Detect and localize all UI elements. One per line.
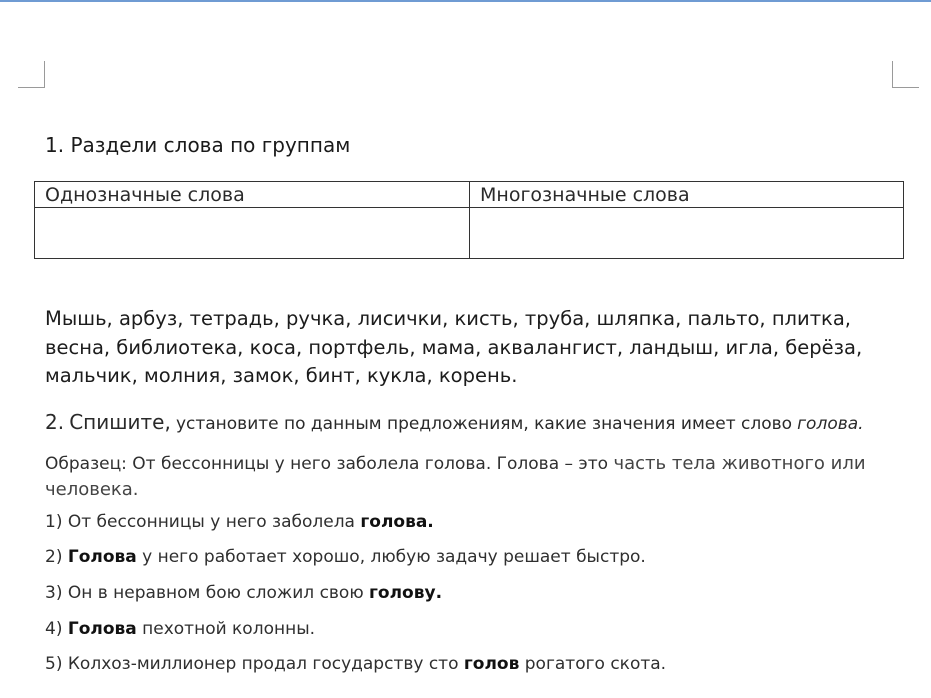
page-corner-mark-left (18, 61, 45, 88)
task2-heading (45, 410, 864, 434)
task2-verb: Спишите, (69, 410, 171, 434)
sample-text: Образец: От бессонницы у него заболела голова. Голова – это (45, 454, 614, 474)
sentence-text: рогатого скота. (519, 654, 667, 674)
table-header-row (35, 182, 904, 208)
sentence-text: 3) Он в неравном бою сложил свою (45, 583, 370, 603)
sentence-keyword: голову. (369, 583, 443, 603)
task2-instruction: установите по данным предложениям, какие значения имеет слово (175, 414, 793, 434)
sentence-text: 5) Колхоз-миллионер продал государству сто (45, 654, 464, 674)
cell-single-meaning[interactable] (35, 208, 470, 259)
page-corner-mark-right (892, 61, 919, 88)
word-groups-table (34, 181, 904, 259)
sentence-keyword: Голова (67, 619, 137, 639)
header-multi-meaning: Многозначные слова (470, 182, 904, 208)
sentence-text: 1) От бессонницы у него заболела (45, 512, 361, 532)
sentence-1 (45, 512, 434, 532)
sentence-text: 2) (45, 547, 68, 567)
sentence-text: 4) (45, 619, 68, 639)
sentence-2 (45, 547, 646, 567)
cell-multi-meaning[interactable] (470, 208, 904, 259)
task1-title: 1. Раздели слова по группам (45, 133, 351, 157)
sentence-keyword: голов (463, 654, 520, 674)
sentence-text: пехотной колонны. (136, 619, 316, 639)
sentence-keyword: голова. (360, 512, 434, 532)
sentence-3 (45, 583, 442, 603)
sentence-keyword: Голова (67, 547, 137, 567)
header-single-meaning: Однозначные слова (35, 182, 470, 208)
window-top-border (0, 0, 931, 2)
task2-word: голова. (797, 414, 864, 434)
word-list: Мышь, арбуз, тетрадь, ручка, лисички, кисть, труба, шляпка, пальто, плитка, весна, библиотека, коса, портфель, мама, аквалангист, ландыш, игла, берёза, мальчик, молния, замок, бинт, кукла, корень. (45, 307, 863, 387)
sample-definition: часть тела животного или человека. (45, 453, 866, 500)
task2-number: 2. (45, 410, 65, 434)
table-row (35, 208, 904, 259)
sentence-5 (45, 654, 666, 674)
sentence-4 (45, 619, 315, 639)
sample-paragraph (45, 451, 905, 503)
sentence-text: у него работает хорошо, любую задачу решает быстро. (136, 547, 646, 567)
